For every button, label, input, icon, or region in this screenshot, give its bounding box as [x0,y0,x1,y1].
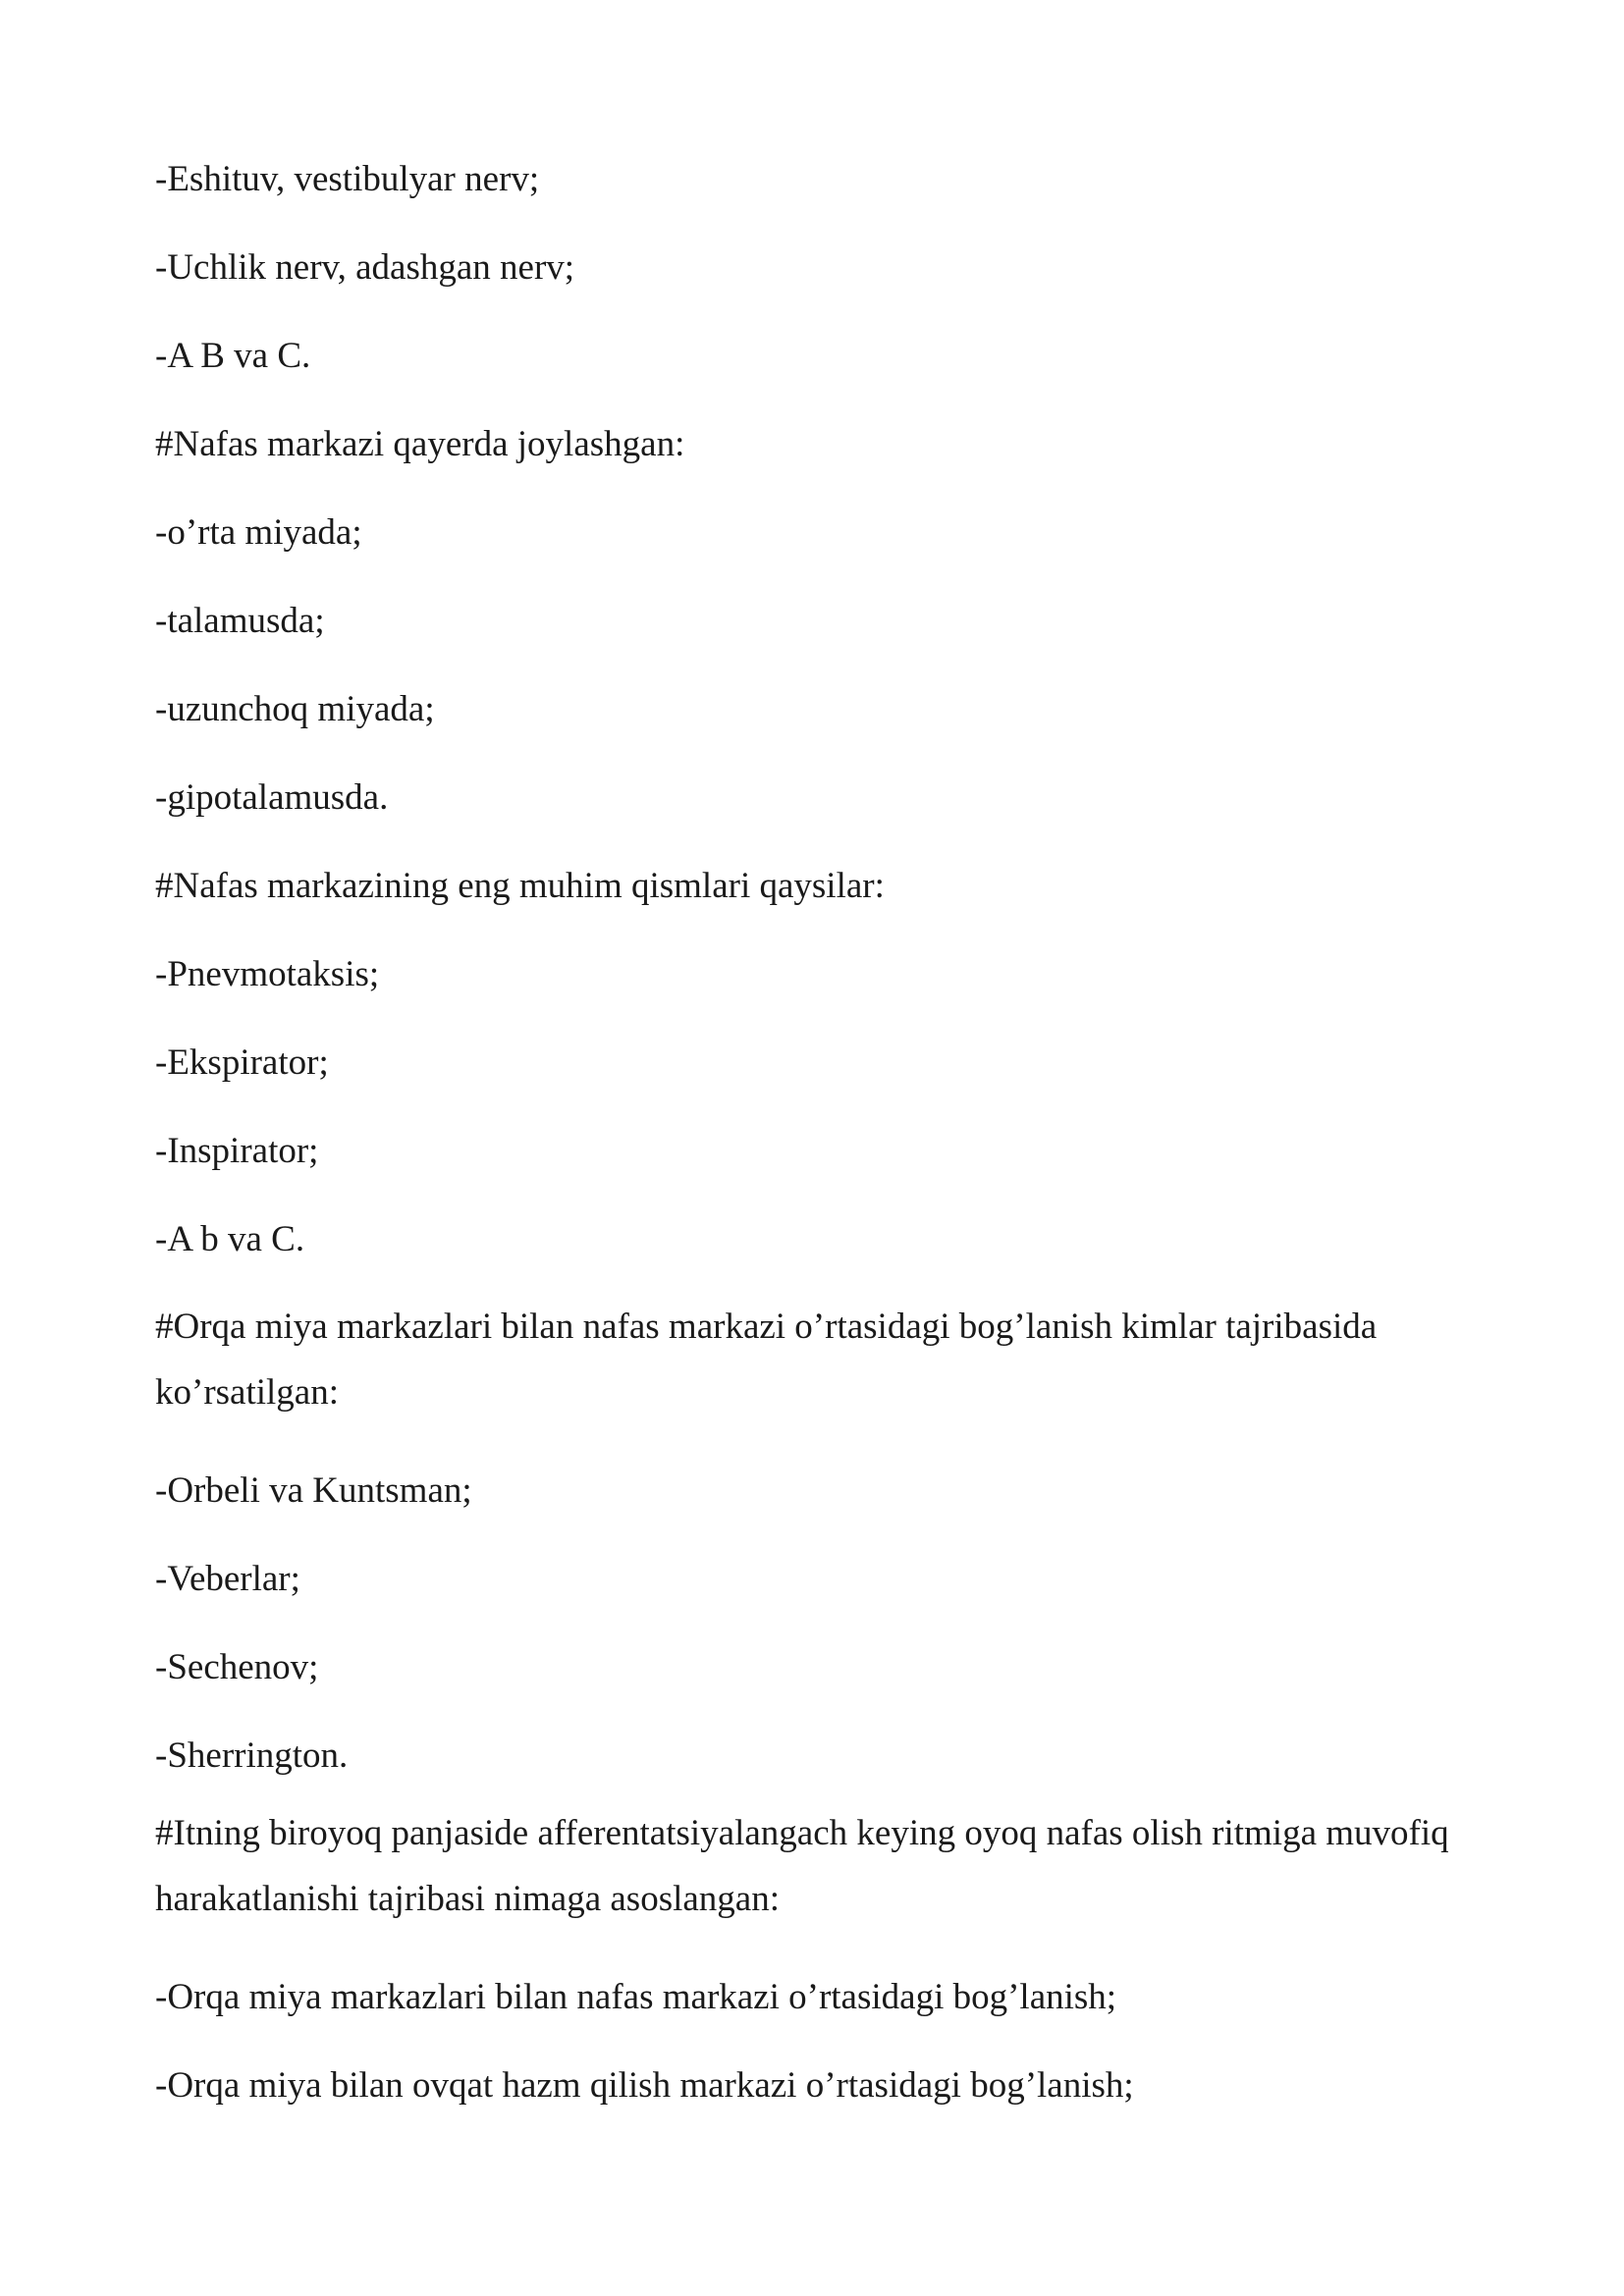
option-line: -o’rta miyada; [155,512,362,553]
option-line: -Veberlar; [155,1559,300,1599]
question-line: #Nafas markazi qayerda joylashgan: [155,424,685,464]
option-line: -Sherrington. [155,1735,349,1776]
option-line: -Inspirator; [155,1131,319,1171]
option-line: -Eshituv, vestibulyar nerv; [155,159,540,199]
question-line: #Orqa miya markazlari bilan nafas markazi o’rtasidagi bog’lanish kimlar tajribasida ko’rsatilgan: [155,1307,1378,1413]
question-line: #Itning biroyoq panjaside afferentatsiyalangach keying oyoq nafas olish ritmiga muvofiq harakatlanishi tajribasi nimaga asoslangan: [155,1813,1449,1919]
option-line: -Uchlik nerv, adashgan nerv; [155,247,575,288]
option-line: -Orqa miya bilan ovqat hazm qilish markazi o’rtasidagi bog’lanish; [155,2065,1134,2106]
correct-answer-line: -A B va C. [155,336,311,376]
correct-answer-line: -A b va C. [155,1219,305,1259]
option-line: -Ekspirator; [155,1042,329,1083]
option-line: -Sechenov; [155,1647,319,1687]
option-line: -talamusda; [155,601,325,641]
correct-answer-line: -Orqa miya markazlari bilan nafas markazi o’rtasidagi bog’lanish; [155,1977,1117,2017]
correct-answer-line: -Orbeli va Kuntsman; [155,1470,472,1511]
option-line: -Pnevmotaksis; [155,954,380,994]
question-line: #Nafas markazining eng muhim qismlari qaysilar: [155,866,885,906]
option-line: -gipotalamusda. [155,777,389,818]
correct-answer-line: -uzunchoq miyada; [155,689,435,729]
